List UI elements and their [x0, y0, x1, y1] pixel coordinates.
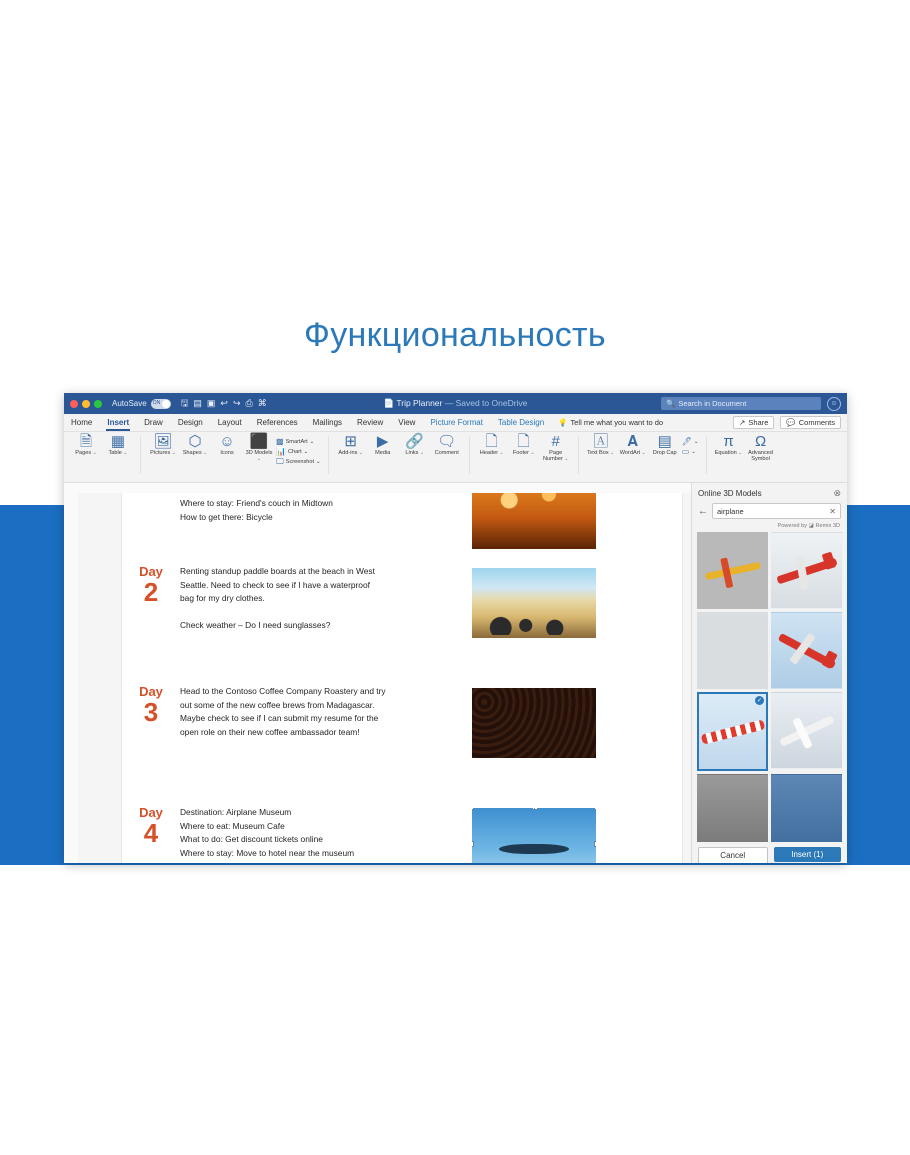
screenshot-icon: 🖵	[276, 457, 284, 466]
entry-line: Destination: Airplane Museum	[180, 807, 292, 817]
ribbon-header-label: Header	[479, 450, 499, 456]
save-status: — Saved to OneDrive	[444, 398, 528, 408]
pane-search-row	[692, 501, 847, 523]
comments-label: Comments	[798, 418, 835, 427]
signature-icon: 🖊	[681, 437, 692, 446]
tab-insert[interactable]: Insert	[107, 418, 130, 427]
ribbon-object-button[interactable]: ▭ ⌄	[681, 447, 696, 456]
smartart-icon: ▩	[276, 437, 284, 446]
search-icon: 🔍	[666, 399, 676, 408]
equation-icon: π	[723, 433, 734, 450]
shapes-icon: ⬡	[188, 433, 202, 450]
model-result-red-airliner[interactable]	[771, 532, 842, 609]
ribbon-group-pages-table	[68, 434, 136, 457]
ribbon-group-illustrations	[145, 434, 324, 467]
entry-line: out some of the new coffee brews from Madagascar.	[180, 699, 375, 710]
cancel-button[interactable]: Cancel	[698, 847, 768, 863]
day-label	[122, 685, 180, 739]
ribbon-pages-label: Pages	[75, 450, 92, 456]
ribbon-links-label: Links	[405, 450, 419, 456]
day-label	[122, 565, 180, 632]
ribbon-smartart-label: SmartArt	[285, 438, 308, 445]
vertical-ruler[interactable]	[64, 493, 79, 863]
ribbon-chart-button[interactable]: 📊 Chart ⌄	[276, 447, 309, 456]
titlebar-right	[661, 397, 841, 411]
remix3d-icon: ◪	[808, 523, 814, 529]
ribbon-wordart-label: WordArt	[619, 450, 641, 456]
ribbon-tabs[interactable]	[64, 414, 847, 432]
share-label: Share	[748, 418, 769, 427]
model-result-blue-plane[interactable]	[771, 774, 842, 842]
autosave-label: AutoSave	[112, 399, 147, 408]
table-icon: ▦	[110, 433, 126, 450]
smiley-icon[interactable]: ☺	[827, 397, 841, 411]
page-number-icon: #	[551, 433, 560, 450]
entry-line: Seattle. Need to check to see if I have a waterproof	[180, 579, 370, 590]
cube-icon: ⬛	[249, 433, 269, 450]
document-entry	[122, 565, 440, 632]
entry-line: bag for my dry clothes.	[180, 593, 265, 603]
clear-icon[interactable]: ✕	[829, 506, 836, 516]
ribbon-links-button[interactable]: 🔗 Links ⌄	[405, 433, 425, 456]
footer-icon: 🗋	[517, 433, 530, 450]
ribbon-comment-button[interactable]	[432, 434, 462, 457]
ribbon-drop-cap-label: Drop Cap	[652, 450, 677, 456]
entry-text[interactable]	[180, 685, 440, 739]
share-button[interactable]	[733, 416, 774, 429]
document-entry	[122, 497, 440, 524]
ribbon-page-number-button[interactable]: # Page Number ⌄	[542, 433, 569, 462]
page-title: Функциональность	[304, 316, 606, 354]
autosave-toggle[interactable]	[151, 399, 171, 409]
entry-line: Where to stay: Friend's couch in Midtown	[180, 498, 333, 508]
ribbon-addins-label: Add-ins	[338, 450, 358, 456]
model-result-striped-red-plane[interactable]	[697, 692, 768, 771]
ribbon-screenshot-label: Screenshot	[285, 459, 315, 465]
format-painter-icon[interactable]: ⌘	[257, 398, 267, 408]
coffee-photo[interactable]	[472, 688, 596, 758]
ribbon-screenshot-button[interactable]: 🖵 Screenshot ⌄	[276, 457, 321, 466]
day-number: 3	[143, 697, 159, 727]
entry-line: open role on their new coffee ambassador team!	[180, 726, 360, 737]
toggle-knob	[162, 400, 170, 408]
ribbon-media-label: Media	[375, 450, 391, 456]
entry-line: Check weather – Do I need sunglasses?	[180, 619, 331, 630]
document-page[interactable]	[121, 493, 683, 863]
ribbon-small-items	[276, 434, 321, 467]
model-result-dark-gray[interactable]	[697, 774, 768, 842]
tab-picture-format[interactable]: Picture Format	[430, 418, 483, 427]
ribbon-signature-line-button[interactable]: 🖊 ⌄	[681, 437, 699, 446]
entry-text[interactable]	[180, 565, 440, 632]
ribbon-insert[interactable]	[64, 432, 847, 483]
lightbulb-icon: 💡	[558, 418, 568, 427]
ribbon-equation-button[interactable]: π Equation ⌄	[714, 433, 743, 456]
comments-button[interactable]	[780, 416, 841, 429]
concert-photo[interactable]	[472, 493, 596, 549]
ribbon-3d-models-label: 3D Models	[245, 450, 273, 456]
image-selection-handles[interactable]	[472, 808, 596, 863]
powered-by-label: Powered by ◪ Remix 3D	[777, 523, 840, 529]
redo-icon[interactable]: ↪	[232, 398, 241, 408]
tell-me-label: Tell me what you want to do	[570, 418, 664, 427]
entry-line: Where to eat: Museum Cafe	[180, 820, 285, 831]
ribbon-footer-label: Footer	[512, 450, 529, 456]
document-name: Trip Planner	[396, 398, 443, 408]
icons-icon: ☺	[219, 433, 235, 450]
undo-icon[interactable]: ↩	[220, 398, 228, 408]
media-icon: ▶	[376, 433, 389, 450]
ribbon-table-button[interactable]: ▦ Table ⌄	[108, 433, 128, 456]
save-icon[interactable]: 🖫	[180, 397, 189, 408]
entry-line: Renting standup paddle boards at the beach in West	[180, 566, 375, 576]
tab-review[interactable]: Review	[357, 418, 384, 427]
insert-button[interactable]: Insert (1)	[774, 847, 842, 862]
pictures-icon: 🖼	[153, 433, 173, 450]
dropcap-icon: ▤	[657, 433, 672, 450]
close-window-button[interactable]	[70, 400, 78, 408]
ribbon-advanced-symbol-button[interactable]	[746, 434, 776, 463]
tell-me-box[interactable]	[558, 418, 663, 427]
ribbon-icons-label: Icons	[220, 450, 234, 456]
symbol-icon: Ω	[754, 433, 767, 450]
ribbon-group-addins-media	[333, 434, 465, 457]
links-icon: 🔗	[405, 433, 425, 450]
day-label	[122, 806, 180, 860]
search-input[interactable]	[712, 503, 841, 519]
quick-access-toolbar[interactable]	[181, 396, 267, 412]
ribbon-wordart-button[interactable]: 𝐀 WordArt ⌄	[619, 433, 646, 456]
open-icon[interactable]: ▤	[193, 398, 202, 408]
ribbon-group-symbols	[711, 434, 779, 463]
ribbon-pages-button[interactable]: 🗎 Pages ⌄	[75, 433, 97, 456]
ribbon-page-number-label: Page Number	[542, 450, 563, 462]
window-titlebar	[64, 393, 847, 414]
search-placeholder: Search in Document	[678, 399, 747, 408]
ribbon-advanced-symbol-label: Advanced Symbol	[748, 450, 773, 462]
maximize-window-button[interactable]	[94, 400, 102, 408]
page-left-margin	[78, 493, 121, 863]
ribbon-icons-button[interactable]	[212, 434, 242, 457]
autosave-control[interactable]	[112, 399, 171, 409]
chart-icon: 📊	[276, 447, 286, 456]
autosave-state: ON	[152, 399, 161, 406]
ribbon-3d-models-button[interactable]: ⬛ 3D Models ⌄	[245, 433, 273, 462]
tab-table-design[interactable]: Table Design	[497, 418, 545, 427]
tab-layout[interactable]: Layout	[217, 418, 242, 427]
document-area	[64, 483, 847, 863]
entry-line: What to do: Get discount tickets online	[180, 834, 323, 844]
day-number: 4	[143, 818, 159, 848]
ribbon-chart-label: Chart	[287, 448, 302, 455]
pane-footer	[692, 842, 847, 863]
tab-draw[interactable]: Draw	[144, 418, 163, 427]
ribbon-smartart-button[interactable]: ▩ SmartArt ⌄	[276, 437, 315, 446]
object-icon: ▭	[681, 447, 690, 456]
print-icon[interactable]: ⎙	[245, 398, 253, 408]
document-icon: 📄	[383, 398, 395, 408]
day-word: Day	[139, 684, 163, 699]
search-value: airplane	[717, 506, 744, 516]
comment-icon: 🗨	[437, 433, 457, 450]
pane-header	[692, 483, 847, 501]
model-result-yellow-biplane[interactable]	[697, 532, 768, 609]
tab-references[interactable]: References	[256, 418, 298, 427]
ribbon-pictures-label: Pictures	[150, 450, 171, 456]
day-word: Day	[139, 805, 163, 820]
airplane-photo[interactable]	[472, 808, 596, 863]
ribbon-comment-label: Comment	[434, 450, 459, 456]
window-controls[interactable]	[70, 400, 102, 408]
search-input[interactable]	[661, 397, 821, 410]
ribbon-media-button[interactable]	[368, 434, 398, 457]
entry-text[interactable]	[180, 806, 440, 860]
pane-title: Online 3D Models	[698, 489, 762, 498]
ribbon-addins-button[interactable]: ⊞ Add-ins ⌄	[338, 433, 363, 456]
tab-mailings[interactable]: Mailings	[312, 418, 343, 427]
print-preview-icon[interactable]: ▣	[206, 398, 216, 408]
day-word: Day	[139, 564, 163, 579]
pages-icon: 🗎	[79, 433, 93, 450]
tab-view[interactable]: View	[398, 418, 416, 427]
model-result-gray-block[interactable]	[697, 612, 768, 689]
ribbon-text-box-label: Text Box	[587, 450, 609, 456]
ribbon-shapes-label: Shapes	[182, 450, 202, 456]
model-results-grid[interactable]	[692, 532, 847, 842]
model-result-white-jet[interactable]	[771, 692, 842, 769]
document-entry	[122, 806, 440, 860]
entry-text[interactable]	[180, 497, 440, 524]
minimize-window-button[interactable]	[82, 400, 90, 408]
day-label	[122, 497, 180, 524]
entry-line: Head to the Contoso Coffee Company Roastery and try	[180, 686, 386, 696]
textbox-icon: 🄰	[593, 433, 609, 450]
entry-line: How to get there: Bicycle	[180, 511, 273, 522]
entry-line: Maybe check to see if I can submit my resume for the	[180, 713, 379, 723]
wordart-icon: 𝐀	[627, 433, 638, 450]
ribbon-shapes-button[interactable]: ⬡ Shapes ⌄	[182, 433, 208, 456]
back-arrow-icon[interactable]: ←	[698, 505, 708, 517]
beach-photo[interactable]	[472, 568, 596, 638]
day-number: 2	[143, 577, 159, 607]
header-icon: 🗋	[485, 433, 498, 450]
ribbon-text-box-button[interactable]: 🄰 Text Box ⌄	[587, 433, 615, 456]
ribbon-drop-cap-button[interactable]	[650, 434, 680, 457]
tab-design[interactable]: Design	[177, 418, 203, 427]
model-result-red-white-plane[interactable]	[771, 612, 842, 689]
close-icon[interactable]: ⊗	[833, 488, 841, 498]
addins-icon: ⊞	[344, 433, 357, 450]
ribbon-equation-label: Equation	[714, 450, 737, 456]
document-entry	[122, 685, 440, 739]
share-icon: ↗	[739, 418, 746, 427]
ribbon-pictures-button[interactable]: 🖼 Pictures ⌄	[150, 433, 176, 456]
entry-line: Where to stay: Move to hotel near the museum	[180, 847, 355, 858]
ribbon-group-header-footer	[474, 434, 574, 463]
ribbon-group-text	[583, 434, 702, 457]
ribbon-footer-button[interactable]: 🗋 Footer ⌄	[512, 433, 535, 456]
word-window	[64, 393, 847, 863]
comment-icon: 💬	[786, 418, 796, 427]
ribbon-header-button[interactable]: 🗋 Header ⌄	[479, 433, 504, 456]
tab-home[interactable]: Home	[71, 418, 93, 427]
selected-check-icon: ✓	[756, 698, 763, 704]
ribbon-table-label: Table	[108, 450, 122, 456]
online-3d-models-pane	[691, 483, 847, 863]
